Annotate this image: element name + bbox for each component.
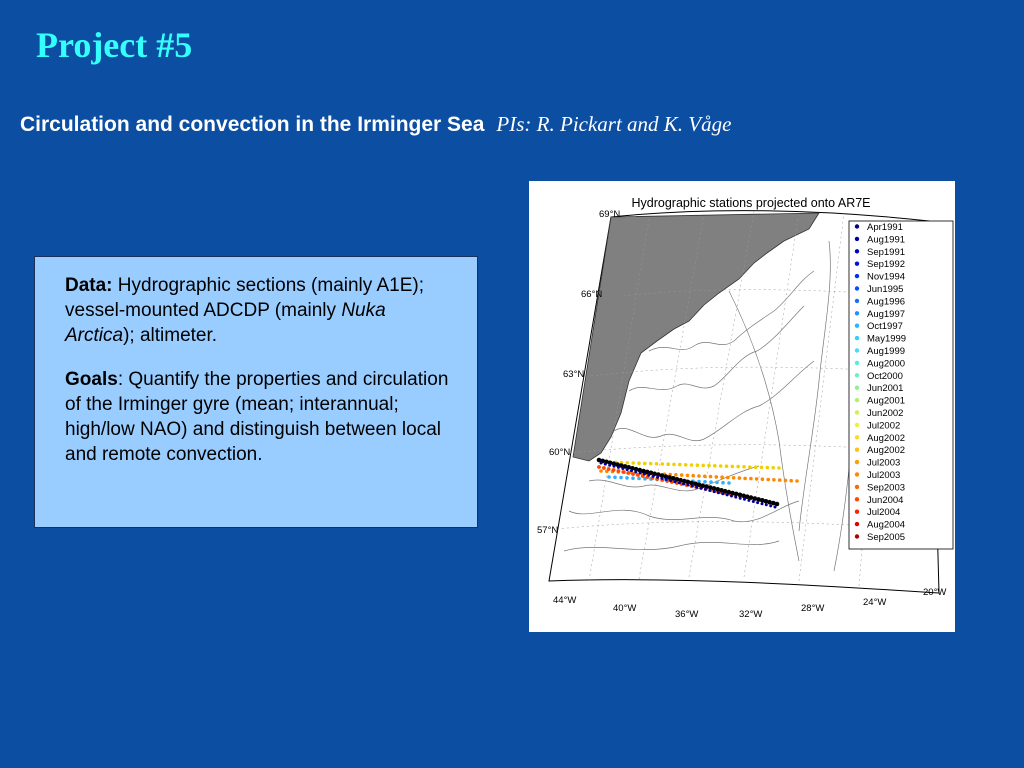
slide-title: Project #5 xyxy=(36,25,193,65)
station-marker xyxy=(631,472,635,476)
legend-marker xyxy=(855,435,859,439)
legend-label: Sep1992 xyxy=(867,259,906,271)
station-marker xyxy=(743,498,746,501)
station-marker xyxy=(684,463,688,467)
station-marker xyxy=(637,461,641,465)
station-marker xyxy=(621,467,624,470)
station-marker xyxy=(789,479,793,483)
station-marker xyxy=(736,465,740,469)
station-marker xyxy=(666,462,670,466)
legend-marker xyxy=(855,224,859,228)
legend-marker xyxy=(855,373,859,377)
legend-label: Aug1997 xyxy=(867,308,906,320)
station-marker xyxy=(715,475,719,479)
station-marker xyxy=(655,462,659,466)
station-marker xyxy=(742,465,746,469)
station-marker xyxy=(597,465,601,469)
station-marker xyxy=(784,479,788,483)
lat-label: 57°N xyxy=(537,525,559,536)
station-marker xyxy=(691,485,694,488)
legend-marker xyxy=(855,348,859,352)
legend-label: Jul2003 xyxy=(867,470,901,481)
legend-marker xyxy=(855,286,859,290)
legend-label: Sep2003 xyxy=(867,482,906,494)
station-marker xyxy=(766,478,770,482)
station-marker xyxy=(682,482,685,485)
station-marker xyxy=(691,474,695,478)
station-marker xyxy=(626,471,630,475)
station-map xyxy=(529,181,955,632)
station-marker xyxy=(731,465,735,469)
station-marker xyxy=(669,479,672,482)
legend-marker xyxy=(855,336,859,340)
station-marker xyxy=(656,476,659,479)
station-marker xyxy=(607,467,611,471)
station-marker xyxy=(709,475,713,479)
station-marker xyxy=(777,466,781,470)
goals-label: Goals xyxy=(65,369,118,390)
station-marker xyxy=(732,476,736,480)
legend-label: Aug2001 xyxy=(867,395,906,407)
station-marker xyxy=(626,461,630,465)
station-marker xyxy=(760,466,764,470)
station-marker xyxy=(612,468,616,472)
data-text-1: Hydrographic sections (mainly A1E); vessel-mounted ADCDP (mainly xyxy=(65,275,425,321)
station-marker xyxy=(665,478,668,481)
lat-label: 60°N xyxy=(549,447,571,458)
station-marker xyxy=(749,477,753,481)
data-paragraph xyxy=(65,273,455,348)
station-marker xyxy=(613,476,617,480)
station-marker xyxy=(672,463,676,467)
legend-marker xyxy=(855,497,859,501)
station-marker xyxy=(721,492,724,495)
legend-marker xyxy=(855,299,859,303)
station-marker xyxy=(695,486,698,489)
data-italic: Nuka Arctica xyxy=(65,300,386,346)
legend-label: Jun2002 xyxy=(867,408,904,419)
legend-label: May1999 xyxy=(867,333,907,345)
station-marker xyxy=(613,465,616,468)
station-marker xyxy=(795,479,799,483)
lon-label: 40°W xyxy=(613,603,637,614)
station-marker xyxy=(739,497,742,500)
legend-marker xyxy=(855,423,859,427)
station-marker xyxy=(708,489,711,492)
station-marker xyxy=(660,477,663,480)
station-marker xyxy=(649,462,653,466)
station-marker xyxy=(652,475,655,478)
station-marker xyxy=(726,493,729,496)
subtitle-text: Circulation and convection in the Irminger Sea xyxy=(20,113,485,136)
station-marker xyxy=(661,462,665,466)
station-marker xyxy=(643,473,646,476)
legend-marker xyxy=(855,262,859,266)
legend-marker xyxy=(855,510,859,514)
map-title: Hydrographic stations projected onto AR7E xyxy=(631,196,871,210)
legend-marker xyxy=(855,398,859,402)
station-marker xyxy=(607,475,611,479)
lon-label: 28°W xyxy=(801,603,825,614)
legend-marker xyxy=(855,410,859,414)
station-marker xyxy=(738,476,742,480)
station-marker xyxy=(726,476,730,480)
station-marker xyxy=(631,476,635,480)
station-marker xyxy=(647,474,650,477)
station-marker xyxy=(704,488,707,491)
legend-marker xyxy=(855,311,859,315)
lon-label: 20°W xyxy=(923,587,947,598)
legend-label: Aug2002 xyxy=(867,432,906,444)
legend-label: Jun2004 xyxy=(867,494,904,506)
station-marker xyxy=(709,480,713,484)
goals-paragraph xyxy=(65,367,455,467)
station-marker xyxy=(771,466,775,470)
station-marker xyxy=(743,477,747,481)
legend-marker xyxy=(855,522,859,526)
station-marker xyxy=(625,476,629,480)
data-text-2: ); altimeter. xyxy=(123,325,218,346)
legend-label: Jun1995 xyxy=(867,284,904,295)
station-marker xyxy=(678,463,682,467)
station-marker xyxy=(761,477,765,481)
station-marker xyxy=(766,466,770,470)
station-marker xyxy=(769,504,772,507)
description-box xyxy=(34,256,478,528)
station-marker xyxy=(752,500,755,503)
legend-label: Oct1997 xyxy=(867,321,903,333)
station-marker xyxy=(765,503,768,506)
station-marker xyxy=(754,465,758,469)
legend-marker xyxy=(855,472,859,476)
legend-label: Sep1991 xyxy=(867,246,906,258)
station-marker xyxy=(626,468,629,471)
legend-label: Jul2003 xyxy=(867,457,901,469)
data-label: Data: xyxy=(65,275,113,296)
lat-label: 69°N xyxy=(599,209,621,220)
legend-label: Apr1991 xyxy=(867,222,903,233)
legend-label: Aug2002 xyxy=(867,445,906,457)
legend-marker xyxy=(855,237,859,241)
station-marker xyxy=(747,499,750,502)
station-marker xyxy=(734,496,737,499)
station-marker xyxy=(619,476,623,480)
station-map-figure xyxy=(529,181,955,632)
station-marker xyxy=(715,481,719,485)
lon-label: 44°W xyxy=(553,595,577,606)
legend-marker xyxy=(855,485,859,489)
station-marker xyxy=(621,470,625,474)
station-marker xyxy=(631,461,635,465)
station-marker xyxy=(604,463,607,466)
legend-marker xyxy=(855,249,859,253)
station-marker xyxy=(720,475,724,479)
station-marker xyxy=(696,463,700,467)
legend-label: Jun2001 xyxy=(867,383,904,395)
station-marker xyxy=(687,484,690,487)
legend-label: Oct2000 xyxy=(867,370,903,382)
station-marker xyxy=(748,465,752,469)
station-marker xyxy=(721,481,725,485)
station-marker xyxy=(674,473,678,477)
legend-marker xyxy=(855,460,859,464)
lat-label: 66°N xyxy=(581,289,603,300)
station-marker xyxy=(761,502,764,505)
station-marker xyxy=(717,491,720,494)
legend-label: Aug1999 xyxy=(867,346,906,357)
station-marker xyxy=(608,464,611,467)
goals-text: : Quantify the properties and circulation of the Irminger gyre (mean; interannual; high/low NAO) and distinguish between local and remote convection. xyxy=(65,369,449,465)
lon-label: 36°W xyxy=(675,609,699,620)
legend-marker xyxy=(855,274,859,278)
legend-label: Aug1991 xyxy=(867,234,906,246)
legend-label: Jul2004 xyxy=(867,507,901,519)
lat-label: 63°N xyxy=(563,369,585,380)
station-marker xyxy=(774,506,777,509)
station-marker xyxy=(617,469,621,473)
legend-marker xyxy=(855,448,859,452)
station-marker xyxy=(772,478,776,482)
station-marker xyxy=(630,469,633,472)
station-marker xyxy=(643,462,647,466)
station-marker xyxy=(690,463,694,467)
station-marker xyxy=(602,466,606,470)
station-marker xyxy=(680,473,684,477)
station-marker xyxy=(707,464,711,468)
station-marker xyxy=(756,501,759,504)
slide-subtitle xyxy=(20,112,731,137)
legend-marker xyxy=(855,386,859,390)
station-marker xyxy=(617,466,620,469)
station-marker xyxy=(686,474,690,478)
station-marker xyxy=(599,469,603,473)
legend-label: Sep2005 xyxy=(867,532,906,543)
station-marker xyxy=(703,475,707,479)
legend-label: Aug2000 xyxy=(867,358,906,370)
station-marker xyxy=(701,464,705,468)
legend-marker xyxy=(855,361,859,365)
station-marker xyxy=(719,464,723,468)
legend-label: Aug2004 xyxy=(867,519,906,531)
station-marker xyxy=(634,470,637,473)
station-marker xyxy=(678,481,681,484)
station-marker xyxy=(727,481,731,485)
station-marker xyxy=(697,474,701,478)
station-marker xyxy=(713,464,717,468)
station-marker xyxy=(755,477,759,481)
station-marker xyxy=(725,464,729,468)
station-marker xyxy=(700,487,703,490)
legend-label: Jul2002 xyxy=(867,420,901,432)
longitude-labels xyxy=(553,587,946,620)
principal-investigators: PIs: R. Pickart and K. Våge xyxy=(496,112,732,136)
station-marker xyxy=(637,477,641,481)
legend-label: Aug1996 xyxy=(867,296,906,308)
lon-label: 24°W xyxy=(863,597,887,608)
station-marker xyxy=(713,490,716,493)
lon-label: 32°W xyxy=(739,609,763,620)
legend-label: Nov1994 xyxy=(867,271,906,283)
station-marker xyxy=(673,480,676,483)
station-marker xyxy=(778,478,782,482)
station-marker xyxy=(703,480,707,484)
legend-marker xyxy=(855,534,859,538)
legend-marker xyxy=(855,324,859,328)
station-marker xyxy=(730,495,733,498)
station-marker xyxy=(639,471,642,474)
station-marker xyxy=(600,462,603,465)
